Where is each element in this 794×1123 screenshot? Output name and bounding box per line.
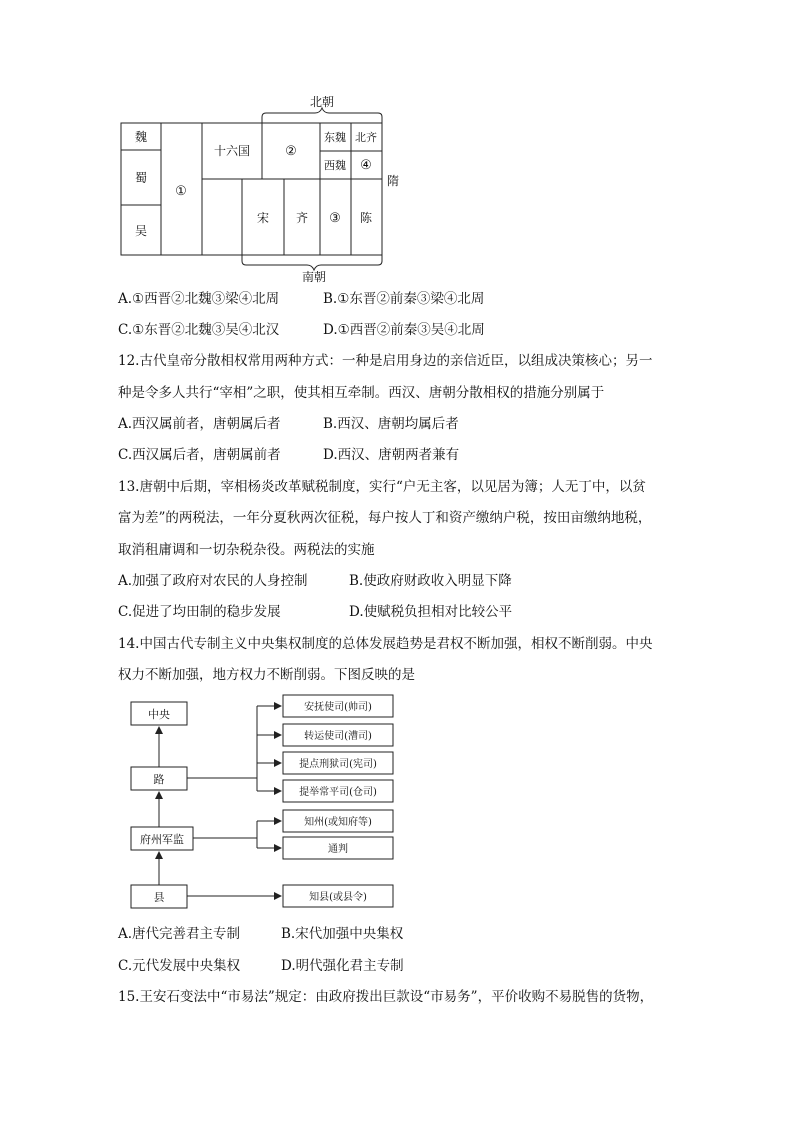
cell-xiwei: 西魏 xyxy=(324,159,346,172)
q13-stem-line-1: 13.唐朝中后期，宰相杨炎改革赋税制度，实行“户无主客，以见居为簿；人无丁中，以贫 xyxy=(118,479,646,495)
q14-option-a[interactable]: A.唐代完善君主专制 xyxy=(118,926,241,942)
node-anfu-shisi: 安抚使司(帅司) xyxy=(304,702,372,713)
q13-option-c[interactable]: C.促进了均田制的稳步发展 xyxy=(118,604,281,620)
cell-qi: 齐 xyxy=(295,211,309,225)
node-zhizhou: 知州(或知府等) xyxy=(304,817,372,828)
north-dynasty-label: 北朝 xyxy=(309,95,335,109)
q12-stem-line-1: 12.古代皇帝分散相权常用两种方式：一种是启用身边的亲信近臣，以组成决策核心；另一 xyxy=(118,353,653,369)
cell-dongwei: 东魏 xyxy=(324,131,346,144)
cell-beiqi: 北齐 xyxy=(355,131,377,144)
q11-option-c[interactable]: C.①东晋②北魏③吴④北汉 xyxy=(118,322,280,338)
q13-option-a[interactable]: A.加强了政府对农民的人身控制 xyxy=(118,573,308,589)
q13-option-d[interactable]: D.使赋税负担相对比较公平 xyxy=(349,604,513,620)
q13-stem-line-2: 富为差”的两税法，一年分夏秋两次征税，每户按人丁和资产缴纳户税，按田亩缴纳地税， xyxy=(118,510,652,526)
cell-sixteen-states: 十六国 xyxy=(213,144,251,158)
q14-stem-line-2: 权力不断加强，地方权力不断削弱。下图反映的是 xyxy=(118,667,415,683)
q14-option-b[interactable]: B.宋代加强中央集权 xyxy=(281,926,404,942)
cell-slot-2: ② xyxy=(285,144,297,159)
node-zhixian: 知县(或县令) xyxy=(309,892,367,903)
node-zhuanyun-shisi: 转运使司(漕司) xyxy=(304,731,372,742)
node-tidian-xingyu: 提点刑狱司(宪司) xyxy=(299,759,377,770)
cell-wei: 魏 xyxy=(134,130,148,144)
q14-stem-line-1: 14.中国古代专制主义中央集权制度的总体发展趋势是君权不断加强，相权不断削弱。中央 xyxy=(118,636,653,652)
q14-option-c[interactable]: C.元代发展中央集权 xyxy=(118,958,241,974)
q12-option-b[interactable]: B.西汉、唐朝均属后者 xyxy=(323,416,459,432)
south-dynasty-label: 南朝 xyxy=(301,270,327,284)
cell-wu: 吴 xyxy=(134,224,148,238)
cell-song: 宋 xyxy=(256,211,270,225)
cell-slot-1: ① xyxy=(175,184,187,199)
q13-stem-line-3: 取消租庸调和一切杂税杂役。两税法的实施 xyxy=(118,542,375,558)
node-xian: 县 xyxy=(153,891,165,904)
q11-option-a[interactable]: A.①西晋②北魏③梁④北周 xyxy=(118,291,280,307)
q11-option-b[interactable]: B.①东晋②前秦③梁④北周 xyxy=(323,291,485,307)
q14-option-d[interactable]: D.明代强化君主专制 xyxy=(281,958,404,974)
cell-slot-4: ④ xyxy=(360,158,372,173)
dynasty-chart xyxy=(110,95,410,285)
q11-option-d[interactable]: D.①西晋②前秦③吴④北周 xyxy=(323,322,485,338)
song-admin-chart xyxy=(125,690,405,915)
q15-stem-line-1: 15.王安石变法中“市易法”规定：由政府拨出巨款设“市易务”，平价收购不易脱售的货物， xyxy=(118,989,654,1005)
node-fu-zhou-jun-jian: 府州军监 xyxy=(140,833,184,846)
q12-stem-line-2: 种是令多人共行“宰相”之职，使其相互牵制。西汉、唐朝分散相权的措施分别属于 xyxy=(118,385,605,401)
q12-option-d[interactable]: D.西汉、唐朝两者兼有 xyxy=(323,447,460,463)
cell-sui: 隋 xyxy=(386,174,400,188)
node-tongpan: 通判 xyxy=(328,844,348,855)
cell-chen: 陈 xyxy=(359,211,373,225)
q12-option-c[interactable]: C.西汉属后者，唐朝属前者 xyxy=(118,447,281,463)
q13-option-b[interactable]: B.使政府财政收入明显下降 xyxy=(349,573,512,589)
node-tiju-changping: 提举常平司(仓司) xyxy=(299,787,377,798)
cell-shu: 蜀 xyxy=(134,171,148,185)
node-lu: 路 xyxy=(153,773,165,786)
node-central: 中央 xyxy=(148,708,170,721)
cell-slot-3: ③ xyxy=(329,211,341,226)
q12-option-a[interactable]: A.西汉属前者，唐朝属后者 xyxy=(118,416,281,432)
